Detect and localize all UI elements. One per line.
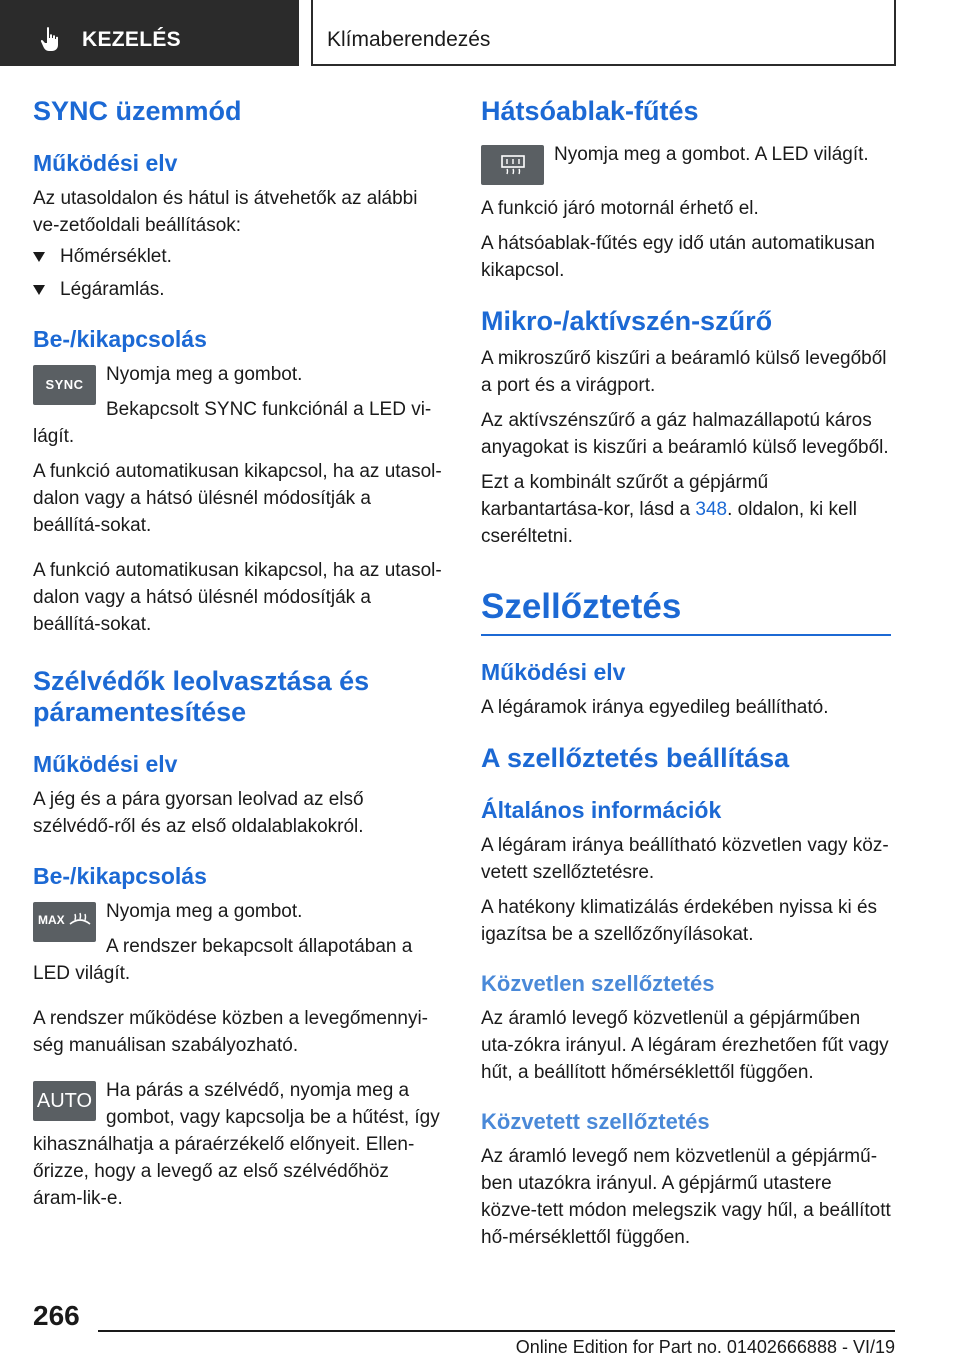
- defrost-onoff-heading: Be-/kikapcsolás: [33, 863, 207, 889]
- page-header: [0, 0, 960, 66]
- defrost-principle-heading: Működési elv: [33, 751, 178, 777]
- defrost-principle-text: A jég és a pára gyorsan leolvad az első szélvédő‐ről és az első oldalablakokról.: [33, 789, 364, 837]
- general-info-heading: Általános információk: [481, 797, 722, 823]
- sync-button-row: [33, 361, 443, 450]
- auto-button-row: [33, 1077, 443, 1212]
- chapter-label: KEZELÉS: [82, 28, 181, 51]
- filter-text-3: Ezt a kombinált szűrőt a gépjármű karbantartása‐kor, lásd a 348. oldalon, ki kell cseréltetni.: [481, 472, 857, 547]
- max-defrost-button-icon: MAX: [33, 902, 96, 942]
- chapter-tab[interactable]: [0, 0, 299, 66]
- vent-principle-text: A légáramok iránya egyedileg beállítható.: [481, 697, 829, 718]
- rear-window-heat-icon: [500, 154, 526, 176]
- sync-principle-heading: Működési elv: [33, 150, 178, 176]
- indirect-vent-heading: Közvetett szellőztetés: [481, 1109, 710, 1134]
- defrost-text-2: A rendszer bekapcsolt állapotában a LED világít.: [33, 936, 413, 984]
- sync-button-icon: SYNC: [33, 365, 96, 405]
- sync-title: SYNC üzemmód: [33, 96, 242, 126]
- filter-text-1: A mikroszűrő kiszűri a beáramló külső levegőből a port és a virágport.: [481, 348, 887, 396]
- sync-onoff-text-2: Bekapcsolt SYNC funkciónál a LED vi‐lágít.: [33, 399, 432, 447]
- rear-button-row: [481, 141, 891, 187]
- max-button-row: [33, 898, 443, 987]
- windshield-defrost-icon: [69, 912, 91, 932]
- sync-onoff-text-4: A funkció automatikusan kikapcsol, ha az utasol‐dalon vagy a hátsó ülésnél módosítják a beállítá‐sokat.: [33, 560, 442, 635]
- indirect-vent-text: Az áramló levegő nem közvetlenül a gépjármű‐ben utazókra irányul. A gépjármű utastere közve‐tett módon melegszik vagy hűl, a beállított hő‐mérséklettől függően.: [481, 1146, 891, 1248]
- vent-principle-heading: Működési elv: [481, 659, 626, 685]
- sync-onoff-text-1: Nyomja meg a gombot.: [106, 364, 303, 385]
- direct-vent-text: Az áramló levegő közvetlenül a gépjárműben uta‐zókra irányul. A légáram érezhetően fűt vagy hűt, a beállított hőmérséklettől függően.: [481, 1008, 889, 1083]
- general-info-text-2: A hatékony klimatizálás érdekében nyissa ki és igazítsa be a szellőzőnyílásokat.: [481, 897, 878, 945]
- defrost-text-3: A rendszer működése közben a levegőmennyi‐ség manuálisan szabályozható.: [33, 1008, 429, 1056]
- sync-onoff-heading: Be-/kikapcsolás: [33, 326, 207, 352]
- edition-text: Online Edition for Part no. 01402666888 - VI/19: [515, 1337, 895, 1357]
- hand-pointer-icon: [40, 26, 64, 52]
- rear-text-3: A hátsóablak-fűtés egy idő után automatikusan kikapcsol.: [481, 233, 875, 281]
- list-item: Hőmérséklet.: [33, 243, 443, 270]
- sync-onoff-text-3: A funkció automatikusan kikapcsol, ha az utasol‐dalon vagy a hátsó ülésnél módosítják a beállítá‐sokat.: [33, 461, 442, 536]
- list-item: Légáramlás.: [33, 276, 443, 303]
- sync-principle-text: Az utasoldalon és hátul is átvehetők az alábbi ve‐zetőoldali beállítások:: [33, 188, 418, 236]
- bullet-triangle-icon: [33, 285, 45, 295]
- direct-vent-heading: Közvetlen szellőztetés: [481, 971, 715, 996]
- page-link[interactable]: 348: [695, 499, 728, 520]
- rear-defrost-button-icon: [481, 145, 544, 185]
- general-info-text-1: A légáram iránya beállítható közvetlen vagy köz‐vetett szellőztetésre.: [481, 835, 889, 883]
- bullet-triangle-icon: [33, 252, 45, 262]
- filter-title: Mikro-/aktívszén-szűrő: [481, 306, 773, 336]
- rear-window-title: Hátsóablak-fűtés: [481, 96, 699, 126]
- section-tab: [311, 0, 896, 66]
- defrost-title: Szélvédők leolvasztása és páramentesítése: [33, 666, 370, 727]
- ventilation-title: Szellőztetés: [481, 586, 891, 636]
- right-column: [481, 96, 891, 1251]
- section-label: Klímaberendezés: [327, 28, 491, 51]
- left-column: [33, 96, 443, 1212]
- page-number: 266: [33, 1300, 80, 1331]
- defrost-text-1: Nyomja meg a gombot.: [106, 901, 303, 922]
- defrost-text-4: Ha párás a szélvédő, nyomja meg a gombot, vagy kapcsolja be a hűtést, így kihasználhatja a páraérzékelő előnyeit. Ellen‐őrizze, hogy a levegő az első szélvédőhöz áram‐lik-e.: [33, 1080, 440, 1209]
- footer-rule: [98, 1330, 895, 1332]
- auto-button-icon: AUTO: [33, 1081, 96, 1121]
- vent-setting-title: A szellőztetés beállítása: [481, 743, 790, 773]
- filter-text-2: Az aktívszénszűrő a gáz halmazállapotú káros anyagokat is kiszűri a beáramló külső levegőből.: [481, 410, 889, 458]
- rear-text-2: A funkció járó motornál érhető el.: [481, 198, 759, 219]
- rear-text-1: Nyomja meg a gombot. A LED világít.: [554, 144, 869, 165]
